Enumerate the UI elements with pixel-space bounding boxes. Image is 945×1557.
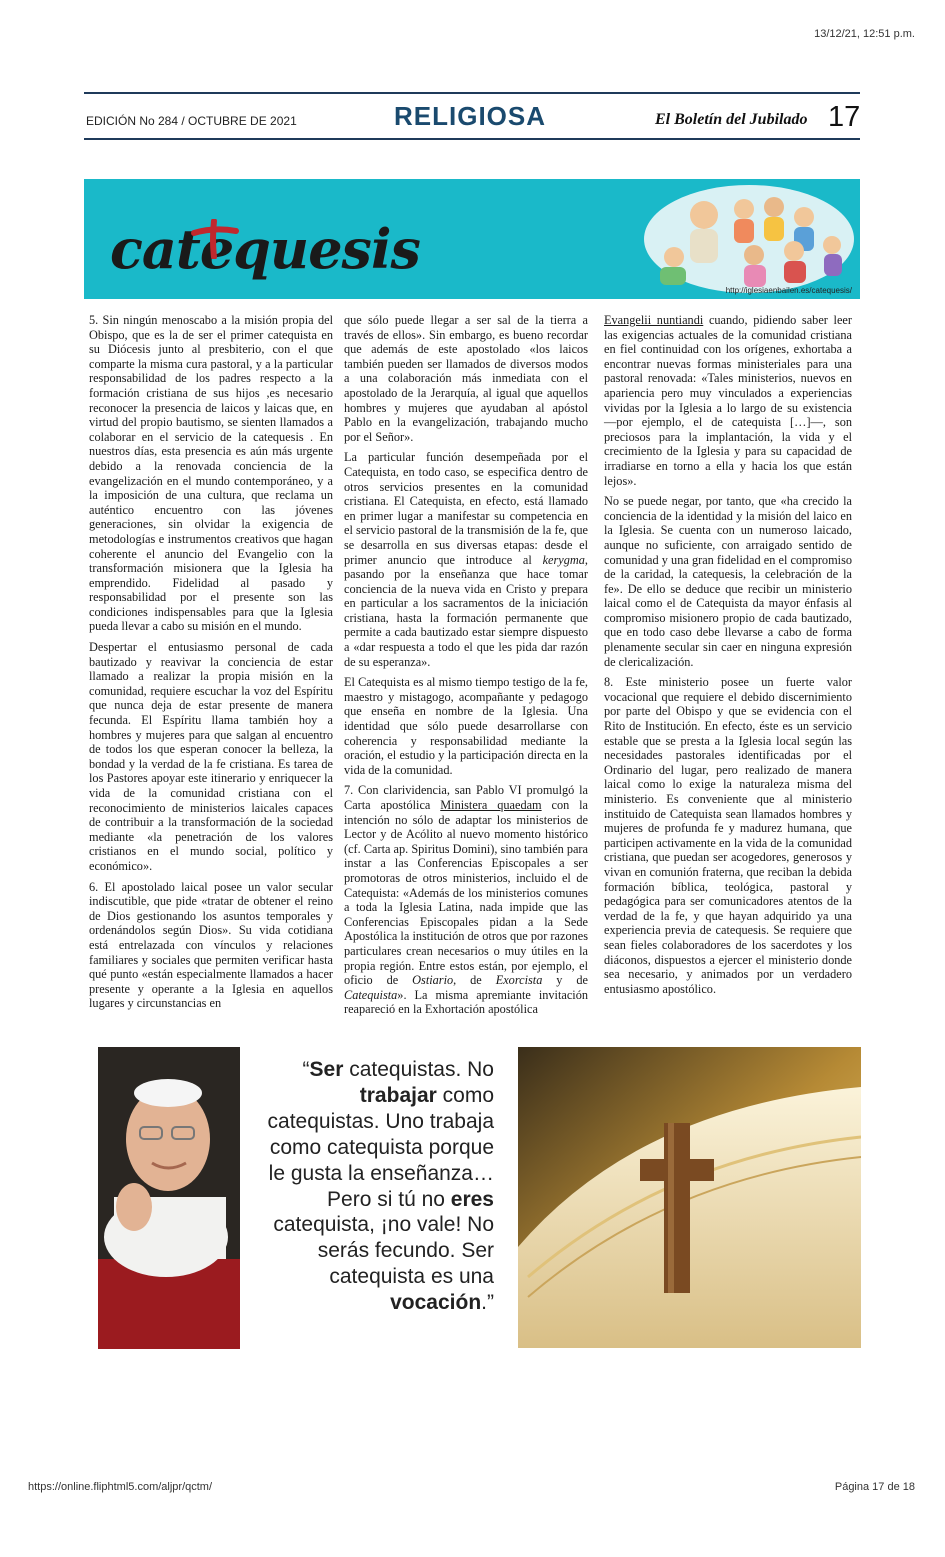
article-column-3 xyxy=(604,313,852,1002)
page-url[interactable]: https://online.fliphtml5.com/aljpr/qctm/ xyxy=(28,1481,213,1493)
quote-close-mark: .” xyxy=(481,1291,494,1315)
text-run: cuando, pidiendo saber leer las exigencias actuales de la comunidad cristiana en fiel continuidad con los orígenes, exhortaba a encontrar nuevas formas ministeriales para una pastoral renovada: «Tales ministerios, nuevos en apariencia pero muy vinculados a experiencias vividas por la Iglesia a lo largo de su existencia —por ejemplo, el de catequista […]—, son preciosos para la implantación, la vida y el crecimiento de la Iglesia y para su capacidad de irradiarse en torno a ella y hacia los que están lejos». xyxy=(604,313,852,488)
article-column-2 xyxy=(344,313,588,1023)
col1-paragraph: 6. El apostolado laical posee un valor secular indiscutible, que pide «tratar de obtener el reino de Dios gestionando los asuntos temporales y ordenándolos según Dios». Su vida cotidiana está entrelazada con vínculos y relaciones familiares y sociales que permiten verificar hasta qué punto «están especialmente llamados a hacer presente y operante a la Iglesia en aquellos lugares y circunstancias en xyxy=(89,879,333,1011)
evangelii-nuntiandi-link[interactable]: Evangelii nuntiandi xyxy=(604,313,704,327)
ministeria-quaedam-link[interactable]: Ministera quaedam xyxy=(440,798,542,812)
col3-paragraph xyxy=(604,313,852,488)
quote-emphasis: eres xyxy=(450,1187,494,1211)
quote-emphasis: vocación xyxy=(390,1291,482,1315)
col2-paragraph: El Catequista es al mismo tiempo testigo de la fe, maestro y mistagogo, acompañante y pedagogo que enseña en nombre de la Iglesia. Una identidad que sólo puede desarrollarse con coherencia y responsabilidad mediante la oración, el estudio y la participación directa en la vida de la comunidad. xyxy=(344,675,588,777)
banner-cross-icon xyxy=(190,219,240,259)
text-run: ». La misma apremiante invitación reapareció en la Exhortación apostólica xyxy=(344,987,588,1017)
pope-quote xyxy=(250,1057,494,1316)
print-timestamp: 13/12/21, 12:51 p.m. xyxy=(814,28,915,40)
col2-paragraph xyxy=(344,783,588,1017)
exorcista-term: Exorcista xyxy=(495,973,543,988)
text-run: , de xyxy=(453,973,496,988)
section-title: RELIGIOSA xyxy=(394,101,547,131)
catequista-term: Catequista xyxy=(344,987,398,1002)
text-run: con la intención no sólo de adaptar los ministerios de Lector y de Acólito al nuevo momento histórico (cf. Carta ap. Spiritus Domini), sino también para instar a las Conferencias Episcopales a ser promotoras de otros ministerios, incluido el de Catequista: «Además de los ministerios comunes a toda la Iglesia Latina, nada impide que las Conferencias Episcopales pidan a la Sede Apostólica la institución de otros que por razones particulares crean necesarios o muy útiles en la propia región. Entre estos están, por ejemplo, el oficio de xyxy=(344,798,588,988)
text-run: 7. Con clarividencia, san Pablo VI promulgó la Carta apostólica xyxy=(344,783,588,812)
col2-paragraph: que sólo puede llegar a ser sal de la tierra a través de ellos». Sin embargo, es bueno recordar que además de este apostolado «los laicos también pueden ser llamados de diversos modos a una colaboración más inmediata con el apostolado de la Jerarquía, al igual que aquellos hombres y mujeres que ayudaban al apóstol Pablo en la evangelización, trabajando mucho por el Señor». xyxy=(344,313,588,444)
col2-paragraph xyxy=(344,450,588,669)
page-number: 17 xyxy=(828,101,861,133)
children-illustration xyxy=(644,185,854,293)
quote-emphasis: trabajar xyxy=(359,1083,437,1107)
col1-paragraph: 5. Sin ningún menoscabo a la misión propia del Obispo, que es la de ser el primer catequista en su Diócesis junto al presbiterio, con el que comparte la misma cura pastoral, y a la particular responsabilidad de los padres respecto a la formación cristiana de sus hijos ,es necesario reconocer la presencia de laicos y laicas que, en virtud del propio bautismo, se sienten llamados a colaborar en el servicio de la catequesis . En nuestros días, esta presencia es aún más urgente debido a la renovada conciencia de la evangelización en el mundo contemporáneo, y a la imposición de una cultura, que reclama un auténtico encuentro con las jóvenes generaciones, sin olvidar la exigencia de metodologías e instrumentos creativos que hagan coherente el anuncio del Evangelio con la transformación misionera que la Iglesia ha emprendido. Fidelidad al pasado y responsabilidad por el presente son las condiciones indispensables para que la Iglesia pueda llevar a cabo su misión en el mundo. xyxy=(89,313,333,634)
col3-paragraph: No se puede negar, por tanto, que «ha crecido la conciencia de la identidad y la misión del laico en la Iglesia. Se cuenta con un numeroso laicado, aunque no suficiente, con arraigado sentido de comunidad y una gran fidelidad en el compromiso de la caridad, la catequesis, la celebración de la fe». De ello se deduce que recibir un ministerio laical como el de Catequista da mayor énfasis al compromiso misionero propio de cada bautizado, que en todo caso debe llevarse a cabo de forma plenamente secular sin caer en ninguna expresión de clericalización. xyxy=(604,494,852,669)
text-run: y de xyxy=(542,973,588,988)
article-column-1 xyxy=(89,313,333,1017)
edition-label: EDICIÓN No 284 / OCTUBRE DE 2021 xyxy=(86,114,297,128)
quote-text: catequistas. No xyxy=(343,1058,494,1081)
col3-paragraph: 8. Este ministerio posee un fuerte valor vocacional que requiere el debido discernimiento por parte del Obispo y que se evidencia con el Rito de Institución. En efecto, éste es un servicio estable que se presta a la Iglesia local según las necesidades pastorales identificadas por el Ordinario del lugar, pero realizado de manera laical como lo exige la naturaleza misma del ministerio. Es conveniente que al ministerio instituido de Catequista sean llamados hombres y mujeres de profunda fe y madurez humana, que participen activamente en la vida de la comunidad cristiana, que puedan ser acogedores, generosos y vivan en comunión fraterna, que reciban la debida formación bíblica, teológica, pastoral y pedagógica para ser comunicadores atentos de la verdad de la fe, y que hayan adquirido ya una experiencia previa de catequesis. Se requiere que sean fieles colaboradores de los sacerdotes y los diáconos, dispuestos a ejercer el ministerio donde sea necesario, y animados por un verdadero entusiasmo apostólico. xyxy=(604,675,852,996)
quote-text: catequista, ¡no vale! No serás fecundo. Ser catequista es una xyxy=(273,1213,494,1289)
banner-title: catequesis xyxy=(110,217,420,281)
header-rule-bottom xyxy=(84,138,860,140)
image-credit: http://iglesiaenbailen.es/catequesis/ xyxy=(725,286,852,295)
catequesis-banner xyxy=(84,179,860,299)
kerygma-term: kerygma xyxy=(542,552,585,567)
text-run: , pasando por la enseñanza que hace tomar conciencia de la nueva vida en Cristo y prepara en particular a los sacramentos de la iniciación cristiana, hasta la formación permanente que permite a cada bautizado estar siempre dispuesto a «dar respuesta a todo el que les pida dar razón de su esperanza». xyxy=(344,552,588,669)
page-indicator: Página 17 de 18 xyxy=(834,1481,915,1493)
publication-name: El Boletín del Jubilado xyxy=(655,111,808,128)
pope-francis-photo xyxy=(98,1047,240,1349)
quote-text: como catequistas. Uno trabaja como catequista porque le gusta la enseñanza… Pero si tú no xyxy=(267,1083,494,1211)
quote-open-mark: “ xyxy=(302,1058,310,1081)
col1-paragraph: Despertar el entusiasmo personal de cada bautizado y reavivar la conciencia de estar llamado a realizar la propia misión en la comunidad, requiere escuchar la voz del Espíritu que nunca deja de estar presente de manera fecunda. El Espíritu llama también hoy a hombres y mujeres para que salgan al encuentro de todos los que esperan conocer la belleza, la bondad y la verdad de la fe cristiana. Es tarea de los Pastores apoyar este itinerario y enriquecer la vida de la comunidad cristiana con el reconocimiento de ministerios laicales capaces de contribuir a la transformación de la sociedad mediante «la penetración de los valores cristianos en el mundo social, político y económico». xyxy=(89,640,333,873)
header-rule-top xyxy=(84,92,860,94)
text-run: La particular función desempeñada por el Catequista, en todo caso, se especifica dentro de otros servicios presentes en la comunidad cristiana. El Catequista, en efecto, está llamado en primer lugar a manifestar su competencia en el servicio pastoral de la transmisión de la fe, que se desarrolla en sus diversas etapas: desde el primer anuncio que introduce al xyxy=(344,450,588,567)
bible-cross-photo xyxy=(518,1047,861,1348)
quote-emphasis: Ser xyxy=(309,1058,344,1081)
ostiario-term: Ostiario xyxy=(412,973,454,988)
